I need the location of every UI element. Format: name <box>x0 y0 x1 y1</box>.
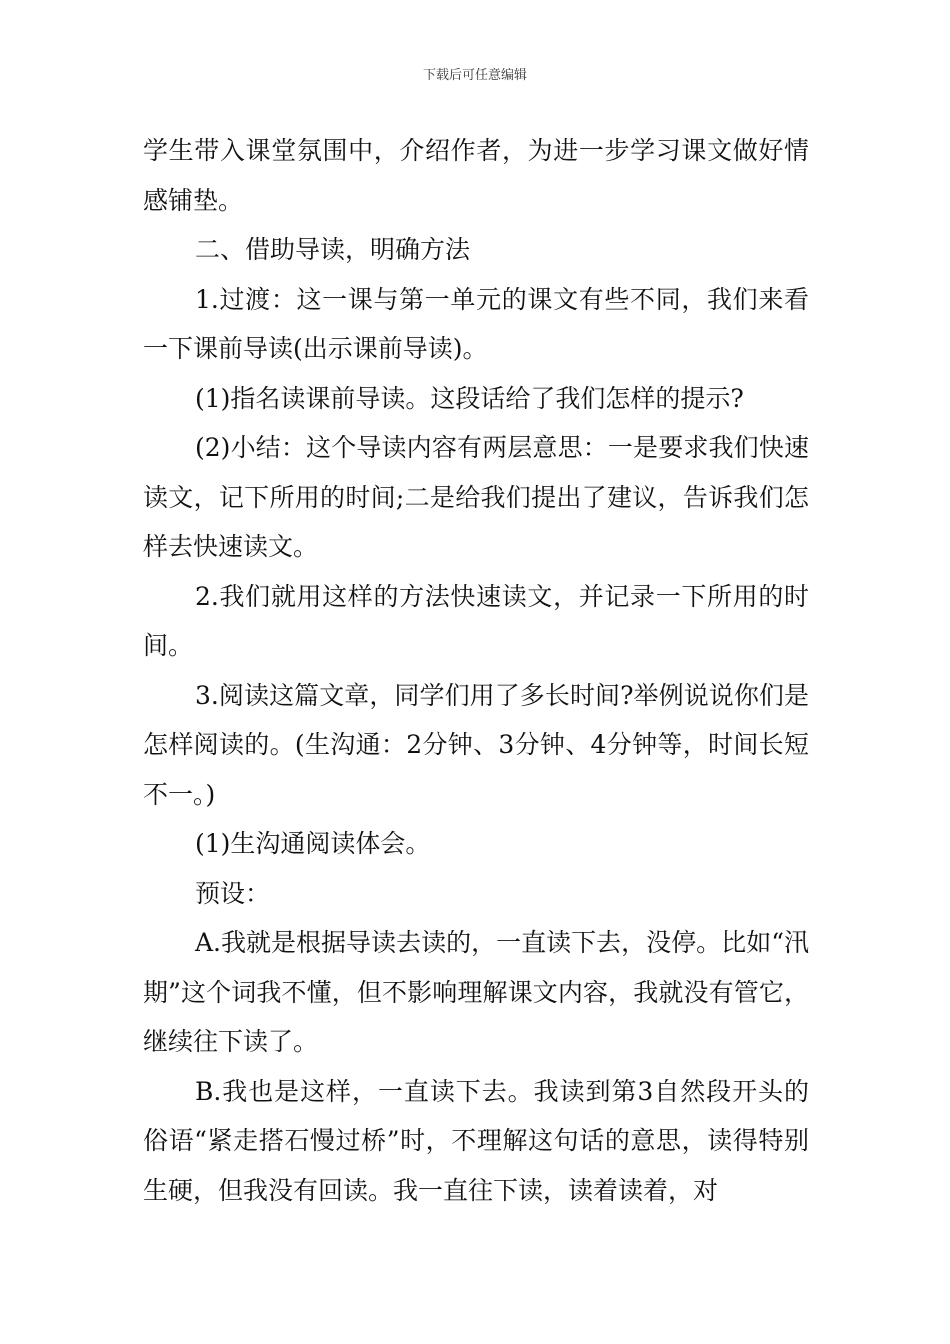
paragraph-transition: 1.过渡：这一课与第一单元的课文有些不同，我们来看一下课前导读(出示课前导读)。 <box>143 284 809 363</box>
section-heading: 二、借助导读，明确方法 <box>195 235 471 264</box>
paragraph-step-3-1: (1)生沟通阅读体会。 <box>195 829 431 858</box>
paragraph-intro-continued: 学生带入课堂氛围中，介绍作者，为进一步学习课文做好情感铺垫。 <box>143 136 809 215</box>
paragraph-step-3: 3.阅读这篇文章，同学们用了多长时间?举例说说你们是怎样阅读的。(生沟通：2分钟、3分钟、4分钟等，时间长短不一。) <box>143 680 809 809</box>
paragraph-step-1-1: (1)指名读课前导读。这段话给了我们怎样的提示? <box>195 383 744 413</box>
paragraph-preset-b: B.我也是这样，一直读下去。我读到第3自然段开头的俗语“紧走搭石慢过桥”时，不理解这句话的意思，读得特别生硬，但我没有回读。我一直往下读，读着读着，对 <box>143 1076 809 1205</box>
paragraph-preset-a: A.我就是根据导读去读的，一直读下去，没停。比如“汛期”这个词我不懂，但不影响理解课文内容，我就没有管它，继续往下读了。 <box>143 928 809 1056</box>
paragraph-step-1-2: (2)小结：这个导读内容有两层意思：一是要求我们快速读文，记下所用的时间;二是给我们提出了建议，告诉我们怎样去快速读文。 <box>143 433 809 561</box>
paragraph-preset-label: 预设： <box>195 878 271 908</box>
paragraph-step-2: 2.我们就用这样的方法快速读文，并记录一下所用的时间。 <box>143 581 809 660</box>
document-body <box>143 126 809 1215</box>
page-header: 下载后可任意编辑 <box>422 68 527 83</box>
